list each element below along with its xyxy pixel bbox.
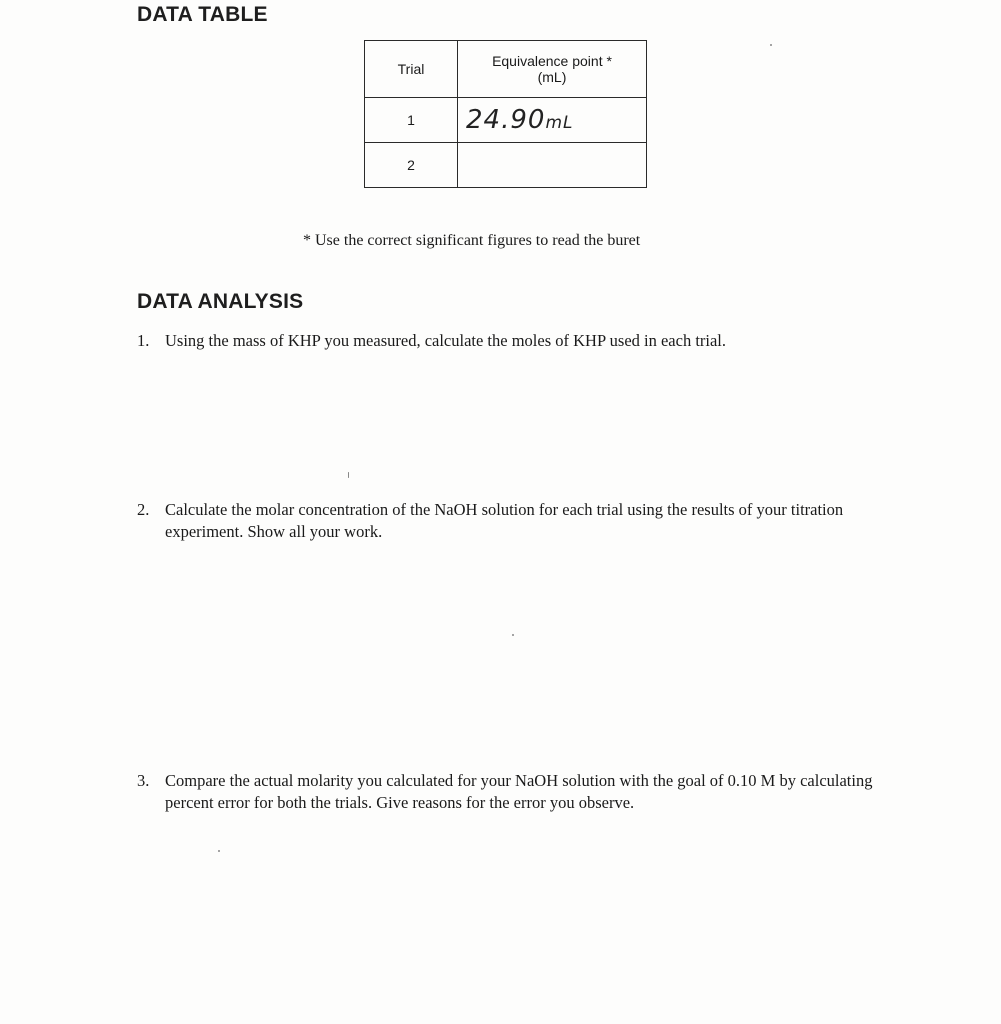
header-equivalence-label: Equivalence point *	[492, 53, 612, 69]
question-2-text: Calculate the molar concentration of the NaOH solution for each trial using the results of your titration experiment. Show all your work.	[165, 500, 844, 541]
question-1	[137, 330, 877, 352]
trial-1-value: 24.90	[466, 105, 546, 135]
question-1-text: Using the mass of KHP you measured, calculate the moles of KHP used in each trial.	[165, 331, 727, 350]
trial-1-handwritten-value	[458, 105, 646, 135]
trial-2-label: 2	[365, 143, 458, 188]
data-analysis-title: DATA ANALYSIS	[137, 290, 304, 313]
scan-speck	[218, 850, 220, 852]
scan-speck	[512, 634, 514, 636]
scan-speck	[770, 44, 772, 46]
trial-2-value-cell[interactable]	[458, 143, 647, 188]
table-row	[365, 143, 647, 188]
table-header-row	[365, 41, 647, 98]
question-3-text: Compare the actual molarity you calculated for your NaOH solution with the goal of 0.10 M by calculating percent error for both the trials. Give reasons for the error you observe.	[165, 771, 873, 812]
data-table	[364, 40, 647, 188]
header-equivalence-point	[458, 41, 647, 98]
trial-1-unit: mL	[545, 113, 574, 133]
question-3-number: 3.	[137, 771, 150, 790]
trial-1-label: 1	[365, 98, 458, 143]
table-row	[365, 98, 647, 143]
scan-speck	[348, 472, 349, 478]
header-equivalence-unit: (mL)	[537, 69, 567, 85]
question-2-number: 2.	[137, 500, 150, 519]
question-2	[137, 499, 882, 543]
data-table-title: DATA TABLE	[137, 3, 268, 26]
trial-1-value-cell[interactable]	[458, 98, 647, 143]
header-trial: Trial	[365, 41, 458, 98]
significant-figures-note: * Use the correct significant figures to read the buret	[303, 232, 641, 249]
question-3	[137, 770, 882, 814]
question-1-number: 1.	[137, 331, 150, 350]
